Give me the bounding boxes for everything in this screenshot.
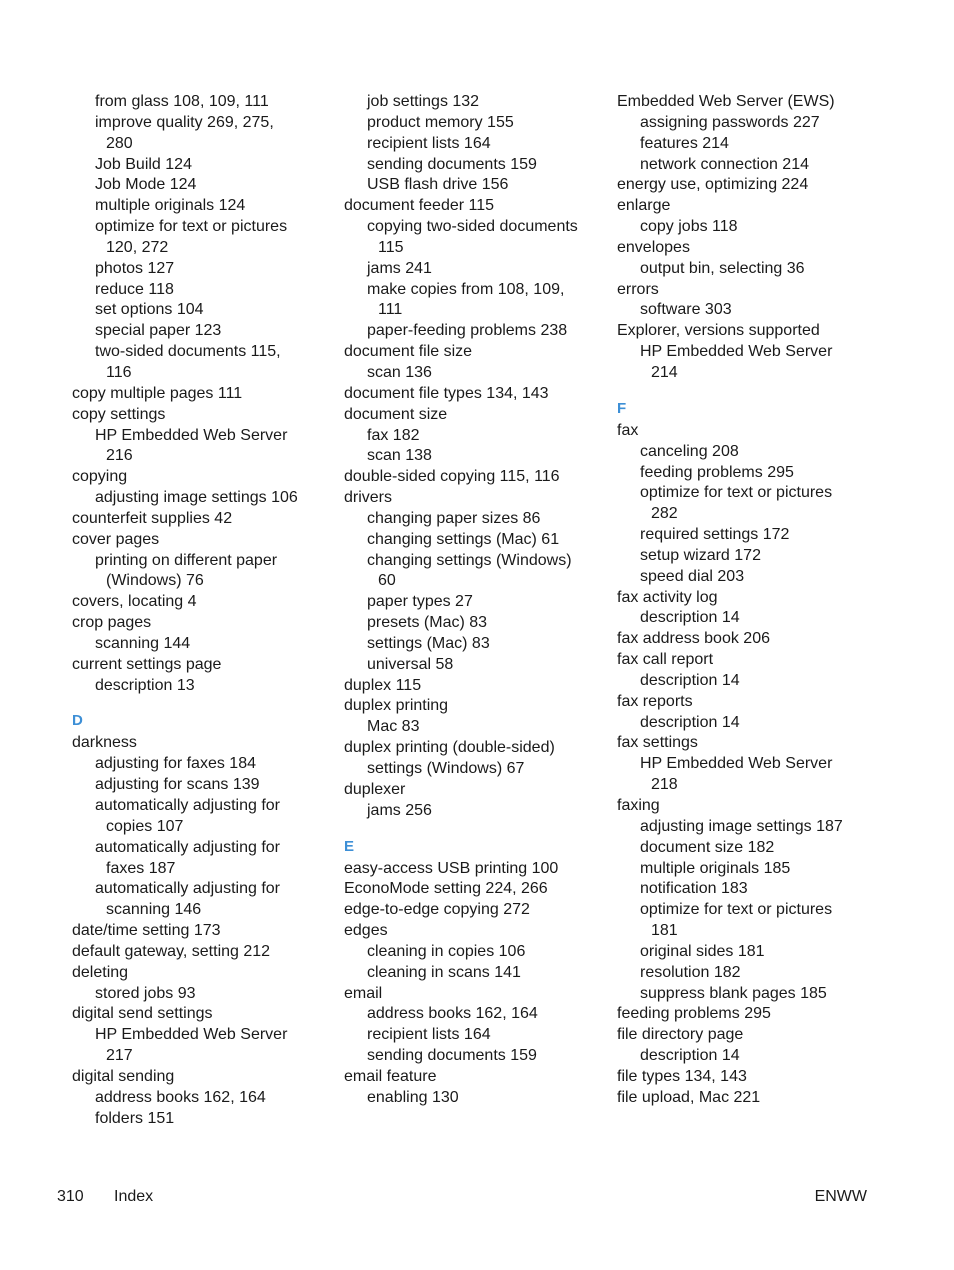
- index-entry: file directory page: [617, 1026, 744, 1044]
- index-subentry: feeding problems 295: [640, 463, 794, 481]
- index-continuation: 181: [651, 922, 678, 940]
- index-subentry: copy jobs 118: [640, 218, 738, 236]
- index-entry: digital send settings: [72, 1005, 213, 1023]
- index-subentry: software 303: [640, 301, 732, 319]
- index-subentry: original sides 181: [640, 942, 765, 960]
- index-subentry: reduce 118: [95, 280, 174, 298]
- index-entry: fax call report: [617, 651, 714, 669]
- index-subentry: cleaning in copies 106: [367, 942, 526, 960]
- index-subentry: output bin, selecting 36: [640, 259, 805, 277]
- index-entry: energy use, optimizing 224: [617, 176, 809, 194]
- index-entry: file upload, Mac 221: [617, 1088, 761, 1106]
- index-subentry: description 14: [640, 671, 740, 689]
- index-subentry: assigning passwords 227: [640, 113, 820, 131]
- index-subentry: from glass 108, 109, 111: [95, 93, 269, 110]
- index-subentry: sending documents 159: [367, 1047, 537, 1065]
- index-subentry: automatically adjusting for: [95, 797, 280, 814]
- index-entry: duplexer: [344, 780, 406, 798]
- index-entry: copying: [72, 468, 128, 486]
- index-entry: fax settings: [617, 734, 698, 752]
- index-entry: current settings page: [72, 655, 222, 673]
- index-subentry: USB flash drive 156: [367, 176, 509, 194]
- index-subentry: two-sided documents 115,: [95, 343, 281, 361]
- index-subentry: enabling 130: [367, 1088, 459, 1106]
- index-subentry: photos 127: [95, 259, 175, 277]
- index-continuation: 218: [651, 776, 678, 794]
- index-subentry: adjusting for scans 139: [95, 776, 260, 794]
- index-subentry: settings (Windows) 67: [367, 760, 525, 777]
- index-subentry: optimize for text or pictures: [640, 901, 833, 919]
- index-continuation: 282: [651, 505, 678, 523]
- index-subentry: required settings 172: [640, 526, 790, 544]
- page-footer: [57, 1188, 867, 1210]
- index-entry: edges: [344, 922, 388, 940]
- index-continuation: copies 107: [106, 817, 184, 835]
- index-entry: cover pages: [72, 530, 160, 548]
- index-subentry: universal 58: [367, 655, 454, 673]
- index-subentry: notification 183: [640, 880, 748, 898]
- index-entry: errors: [617, 280, 659, 298]
- index-entry: feeding problems 295: [617, 1005, 771, 1023]
- index-subentry: settings (Mac) 83: [367, 634, 490, 652]
- index-subentry: document size 182: [640, 838, 775, 856]
- index-subentry: resolution 182: [640, 963, 741, 981]
- index-entry: duplex printing (double-sided): [344, 739, 555, 757]
- index-subentry: setup wizard 172: [640, 546, 761, 564]
- index-entry: document feeder 115: [344, 197, 495, 215]
- index-subentry: improve quality 269, 275,: [95, 113, 274, 131]
- index-entry: counterfeit supplies 42: [72, 509, 233, 527]
- index-subentry: make copies from 108, 109,: [367, 280, 565, 298]
- index-subentry: description 14: [640, 1047, 740, 1065]
- index-subentry: optimize for text or pictures: [640, 484, 833, 502]
- index-subentry: changing settings (Windows): [367, 551, 572, 569]
- index-entry: copy settings: [72, 405, 166, 423]
- index-entry: fax address book 206: [617, 630, 770, 648]
- index-continuation: 120, 272: [106, 238, 169, 256]
- section-title: Index: [114, 1188, 154, 1205]
- index-subentry: adjusting image settings 187: [640, 817, 843, 835]
- index-subentry: cleaning in scans 141: [367, 963, 521, 981]
- index-entry: copy multiple pages 111: [72, 384, 243, 402]
- index-subentry: automatically adjusting for: [95, 838, 280, 856]
- index-subentry: multiple originals 124: [95, 197, 246, 215]
- page-number: 310: [57, 1188, 84, 1205]
- index-subentry: suppress blank pages 185: [640, 984, 827, 1002]
- index-subentry: changing paper sizes 86: [367, 509, 541, 527]
- index-continuation: 60: [378, 572, 396, 590]
- index-entry: fax activity log: [617, 588, 718, 606]
- index-subentry: address books 162, 164: [95, 1088, 266, 1106]
- index-continuation: faxes 187: [106, 859, 176, 877]
- index-subentry: paper types 27: [367, 593, 473, 611]
- index-entry: duplex 115: [344, 676, 422, 694]
- index-subentry: paper-feeding problems 238: [367, 322, 568, 340]
- index-section-letter: F: [617, 399, 627, 417]
- index-subentry: recipient lists 164: [367, 1026, 491, 1044]
- index-continuation: 115: [378, 238, 404, 256]
- index-entry: crop pages: [72, 614, 152, 632]
- index-subentry: jams 256: [367, 801, 432, 819]
- index-continuation: scanning 146: [106, 901, 202, 919]
- index-entry: default gateway, setting 212: [72, 942, 271, 960]
- index-subentry: description 14: [640, 609, 740, 627]
- index-entry: Explorer, versions supported: [617, 322, 820, 340]
- index-subentry: network connection 214: [640, 155, 809, 173]
- index-subentry: changing settings (Mac) 61: [367, 530, 560, 548]
- index-entry: drivers: [344, 489, 393, 507]
- index-subentry: adjusting for faxes 184: [95, 755, 256, 773]
- index-subentry: Mac 83: [367, 718, 420, 736]
- index-column-1: [72, 92, 322, 1130]
- index-subentry: HP Embedded Web Server: [640, 343, 833, 361]
- index-subentry: Job Build 124: [95, 155, 192, 173]
- index-subentry: copying two-sided documents: [367, 218, 578, 236]
- index-subentry: recipient lists 164: [367, 134, 491, 152]
- index-subentry: printing on different paper: [95, 551, 278, 569]
- index-continuation: 214: [651, 363, 678, 381]
- index-continuation: (Windows) 76: [106, 572, 204, 590]
- index-entry: document size: [344, 405, 448, 423]
- index-continuation: 111: [378, 301, 403, 319]
- index-subentry: speed dial 203: [640, 567, 745, 585]
- index-entry: file types 134, 143: [617, 1067, 747, 1085]
- index-entry: enlarge: [617, 197, 671, 215]
- index-continuation: 217: [106, 1047, 133, 1065]
- index-subentry: HP Embedded Web Server: [95, 426, 288, 444]
- index-subentry: fax 182: [367, 426, 420, 444]
- index-section-letter: E: [344, 837, 355, 855]
- index-subentry: HP Embedded Web Server: [640, 755, 833, 773]
- index-continuation: 116: [106, 363, 132, 381]
- index-subentry: description 13: [95, 676, 195, 694]
- index-subentry: adjusting image settings 106: [95, 489, 298, 507]
- index-subentry: scanning 144: [95, 634, 191, 652]
- index-entry: double-sided copying 115, 116: [344, 468, 560, 486]
- index-subentry: automatically adjusting for: [95, 880, 280, 898]
- index-subentry: features 214: [640, 134, 729, 152]
- index-subentry: Job Mode 124: [95, 176, 197, 194]
- index-entry: fax reports: [617, 692, 693, 710]
- index-entry: fax: [617, 421, 639, 439]
- index-entry: envelopes: [617, 238, 690, 256]
- index-entry: document file size: [344, 343, 473, 361]
- index-column-2: [344, 92, 594, 1109]
- index-entry: darkness: [72, 734, 137, 752]
- index-entry: edge-to-edge copying 272: [344, 901, 530, 919]
- index-subentry: special paper 123: [95, 322, 222, 340]
- index-subentry: jams 241: [367, 259, 432, 277]
- document-code: ENWW: [814, 1188, 867, 1205]
- index-section-letter: D: [72, 712, 83, 730]
- index-entry: document file types 134, 143: [344, 384, 549, 402]
- index-subentry: product memory 155: [367, 113, 514, 131]
- index-subentry: folders 151: [95, 1109, 175, 1127]
- index-entry: faxing: [617, 797, 660, 814]
- index-entry: deleting: [72, 963, 129, 981]
- index-subentry: description 14: [640, 713, 740, 731]
- index-subentry: scan 138: [367, 447, 432, 465]
- index-continuation: 280: [106, 134, 133, 152]
- index-entry: EconoMode setting 224, 266: [344, 880, 548, 898]
- index-subentry: scan 136: [367, 363, 432, 381]
- index-subentry: address books 162, 164: [367, 1005, 538, 1023]
- index-entry: date/time setting 173: [72, 922, 221, 940]
- index-entry: Embedded Web Server (EWS): [617, 93, 835, 110]
- index-entry: email feature: [344, 1067, 437, 1085]
- index-subentry: presets (Mac) 83: [367, 614, 488, 632]
- index-subentry: optimize for text or pictures: [95, 218, 288, 236]
- index-entry: covers, locating 4: [72, 593, 197, 611]
- index-subentry: HP Embedded Web Server: [95, 1026, 288, 1044]
- index-column-3: [617, 92, 867, 1109]
- index-entry: duplex printing: [344, 697, 449, 715]
- index-subentry: sending documents 159: [367, 155, 537, 173]
- index-subentry: multiple originals 185: [640, 859, 791, 877]
- index-subentry: set options 104: [95, 301, 204, 319]
- index-entry: digital sending: [72, 1067, 175, 1085]
- index-entry: easy-access USB printing 100: [344, 859, 559, 877]
- index-entry: email: [344, 984, 383, 1002]
- index-subentry: canceling 208: [640, 442, 739, 460]
- index-subentry: stored jobs 93: [95, 984, 196, 1002]
- index-subentry: job settings 132: [367, 93, 480, 110]
- index-continuation: 216: [106, 447, 133, 465]
